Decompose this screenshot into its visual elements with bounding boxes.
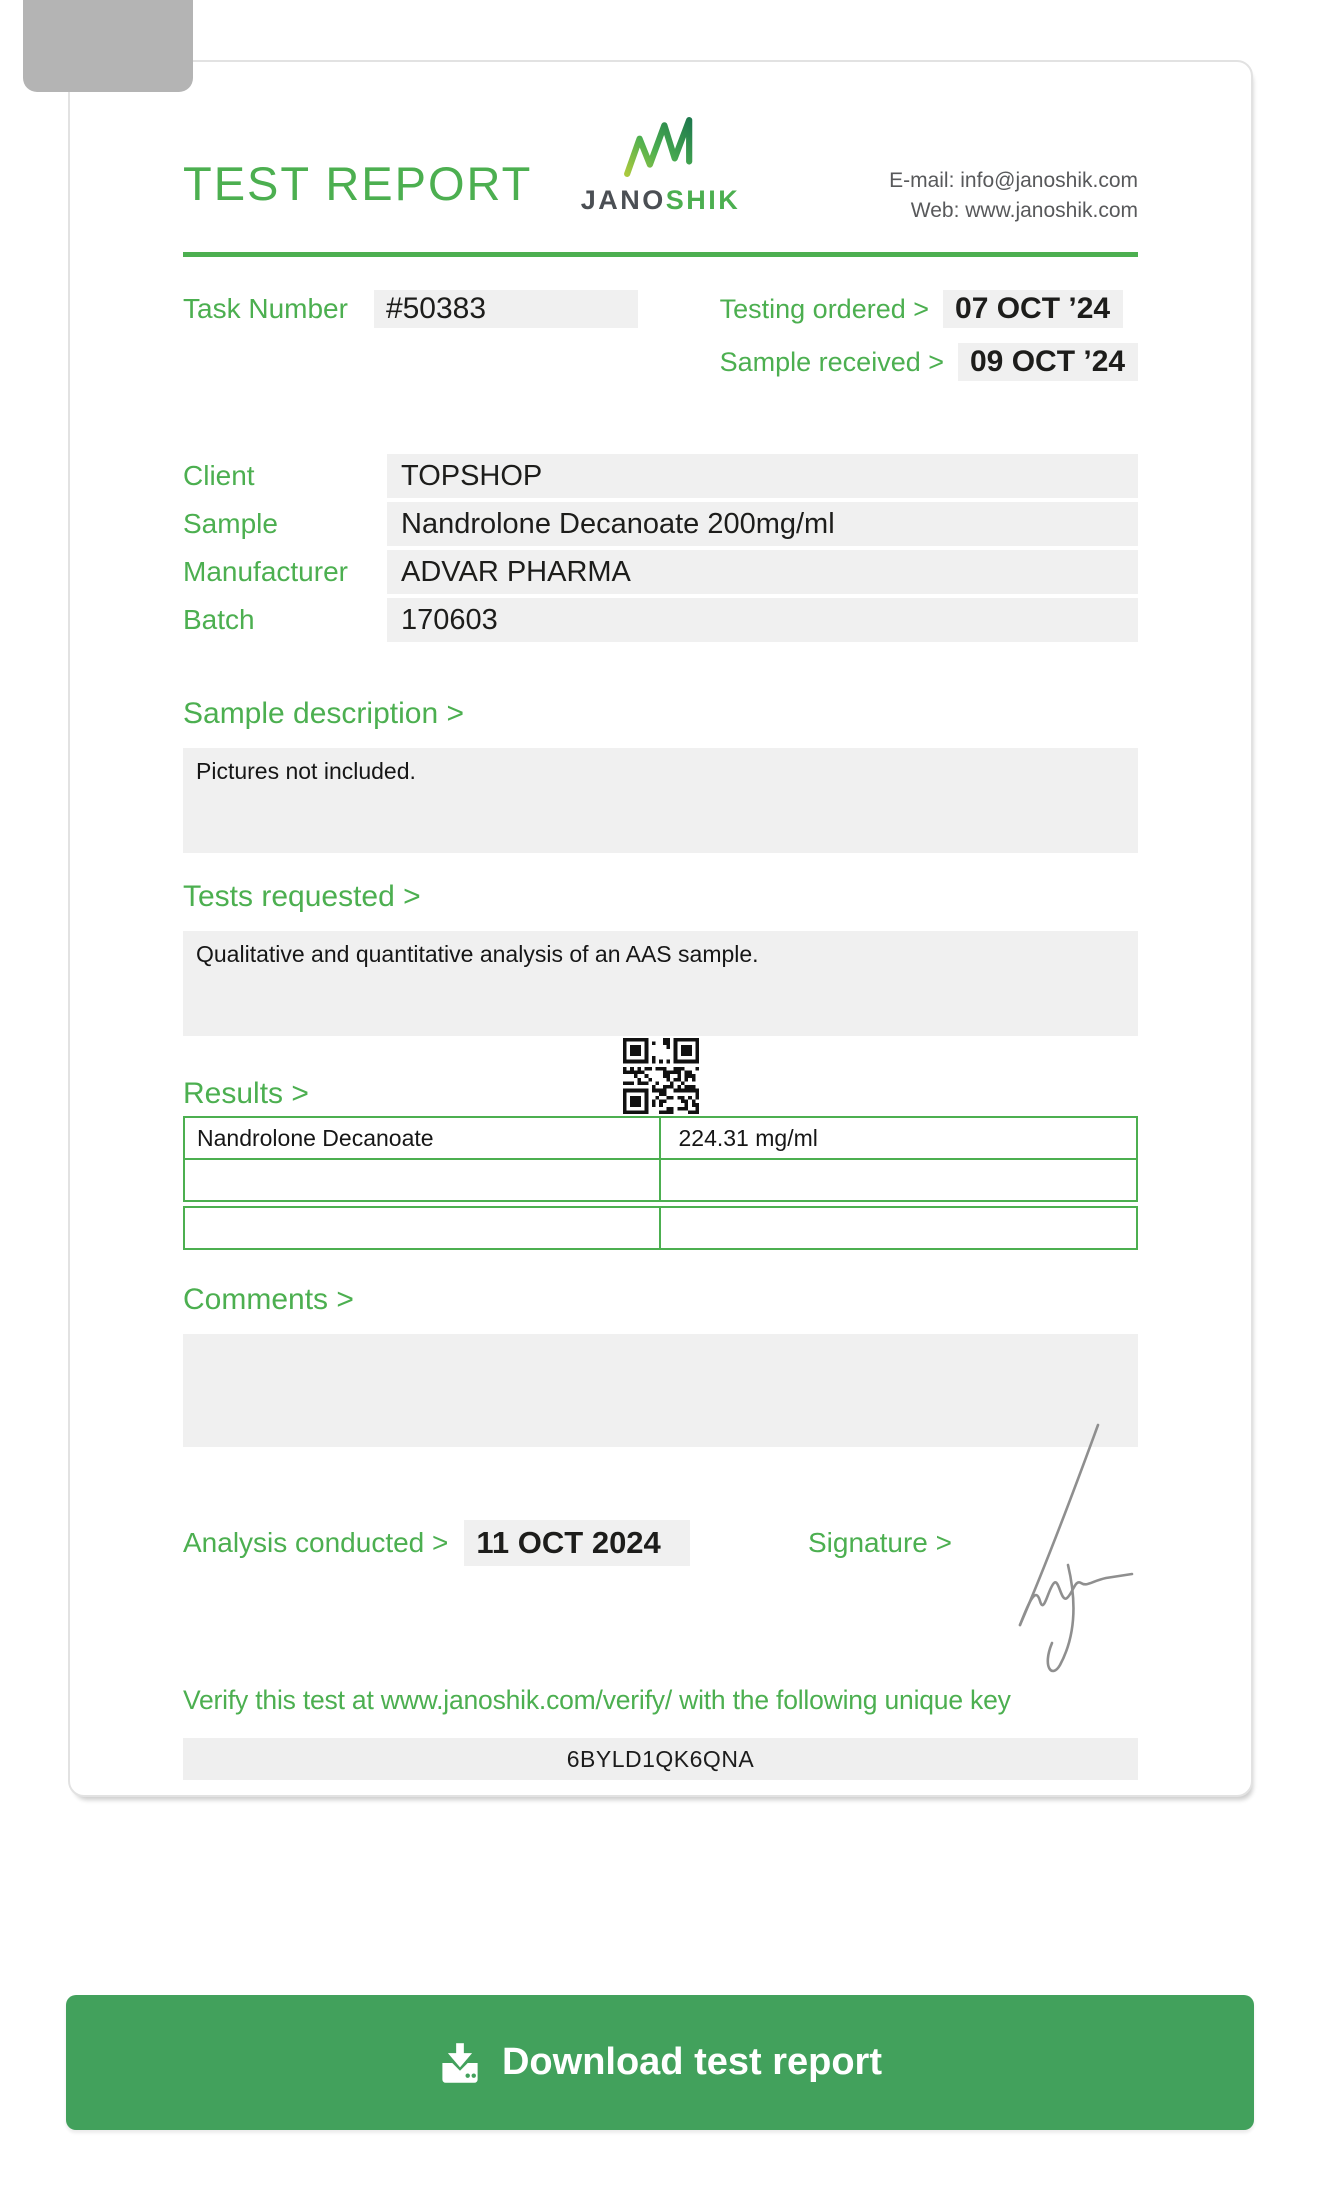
download-icon xyxy=(438,2041,482,2085)
sample-value: Nandrolone Decanoate 200mg/ml xyxy=(387,502,1138,546)
field-row-client xyxy=(183,454,1138,498)
contact-web: Web: www.janoshik.com xyxy=(910,198,1138,222)
sample-description-box: Pictures not included. xyxy=(183,748,1138,853)
result-substance xyxy=(185,1160,661,1200)
header-divider xyxy=(183,252,1138,257)
download-button-label: Download test report xyxy=(501,2041,883,2083)
page-title: TEST REPORT xyxy=(183,157,533,210)
result-concentration: 224.31 mg/ml xyxy=(678,1124,818,1151)
result-substance: Nandrolone Decanoate xyxy=(185,1118,661,1158)
tests-requested-box: Qualitative and quantitative analysis of an AAS sample. xyxy=(183,931,1138,1036)
manufacturer-value: ADVAR PHARMA xyxy=(387,550,1138,594)
sample-received-label: Sample received > xyxy=(719,346,944,377)
testing-ordered-value: 07 OCT ’24 xyxy=(943,290,1123,328)
client-value: TOPSHOP xyxy=(387,454,1138,498)
batch-label: Batch xyxy=(183,604,255,635)
field-row-batch xyxy=(183,598,1138,642)
sample-label: Sample xyxy=(183,508,278,539)
result-substance xyxy=(185,1208,661,1248)
janoshik-logo xyxy=(581,116,741,216)
table-row xyxy=(183,1206,1138,1250)
task-number-value: #50383 xyxy=(374,290,638,328)
analysis-conducted-label: Analysis conducted > xyxy=(183,1527,449,1558)
report-header xyxy=(183,118,1138,228)
task-and-dates xyxy=(183,290,1138,381)
testing-ordered-label: Testing ordered > xyxy=(719,293,930,324)
download-test-report-button[interactable] xyxy=(66,1995,1254,2130)
sample-received-row xyxy=(720,343,1138,381)
unique-key-box: 6BYLD1QK6QNA xyxy=(183,1738,1138,1780)
dates-block xyxy=(720,290,1138,381)
comments-heading: Comments > xyxy=(183,1283,354,1316)
analysis-conducted-value: 11 OCT 2024 xyxy=(464,1520,690,1566)
verify-instruction: Verify this test at www.janoshik.com/verify/ with the following unique key xyxy=(183,1685,1011,1715)
field-row-manufacturer xyxy=(183,550,1138,594)
sample-description-heading: Sample description > xyxy=(183,697,464,730)
results-header xyxy=(183,1038,1138,1116)
result-concentration xyxy=(661,1208,1137,1248)
qr-code xyxy=(623,1038,699,1114)
analysis-signature-row xyxy=(183,1519,1138,1567)
result-concentration xyxy=(661,1160,1137,1200)
chart-peaks-icon xyxy=(618,116,704,178)
table-row xyxy=(183,1116,1138,1160)
task-number-label: Task Number xyxy=(183,293,348,324)
field-row-sample xyxy=(183,502,1138,546)
manufacturer-label: Manufacturer xyxy=(183,556,348,587)
results-heading: Results > xyxy=(183,1077,309,1110)
test-report-card xyxy=(68,60,1253,1797)
contact-email: E-mail: info@janoshik.com xyxy=(889,169,1138,192)
logo-wordmark xyxy=(581,185,741,216)
sample-received-value: 09 OCT ’24 xyxy=(958,343,1138,381)
results-table xyxy=(183,1116,1138,1250)
hamburger-menu-button[interactable] xyxy=(23,0,193,92)
task-number xyxy=(183,290,638,381)
table-row xyxy=(183,1158,1138,1202)
tests-requested-heading: Tests requested > xyxy=(183,880,421,913)
testing-ordered-row xyxy=(720,290,1138,328)
logo-word-dark: JANO xyxy=(580,185,666,215)
contact-info xyxy=(889,166,1138,226)
handwritten-signature xyxy=(980,1417,1150,1679)
client-label: Client xyxy=(183,460,255,491)
batch-value: 170603 xyxy=(387,598,1138,642)
comments-box xyxy=(183,1334,1138,1447)
logo-word-green: SHIK xyxy=(665,185,741,215)
signature-label: Signature > xyxy=(808,1527,952,1558)
sample-fields xyxy=(183,454,1138,642)
